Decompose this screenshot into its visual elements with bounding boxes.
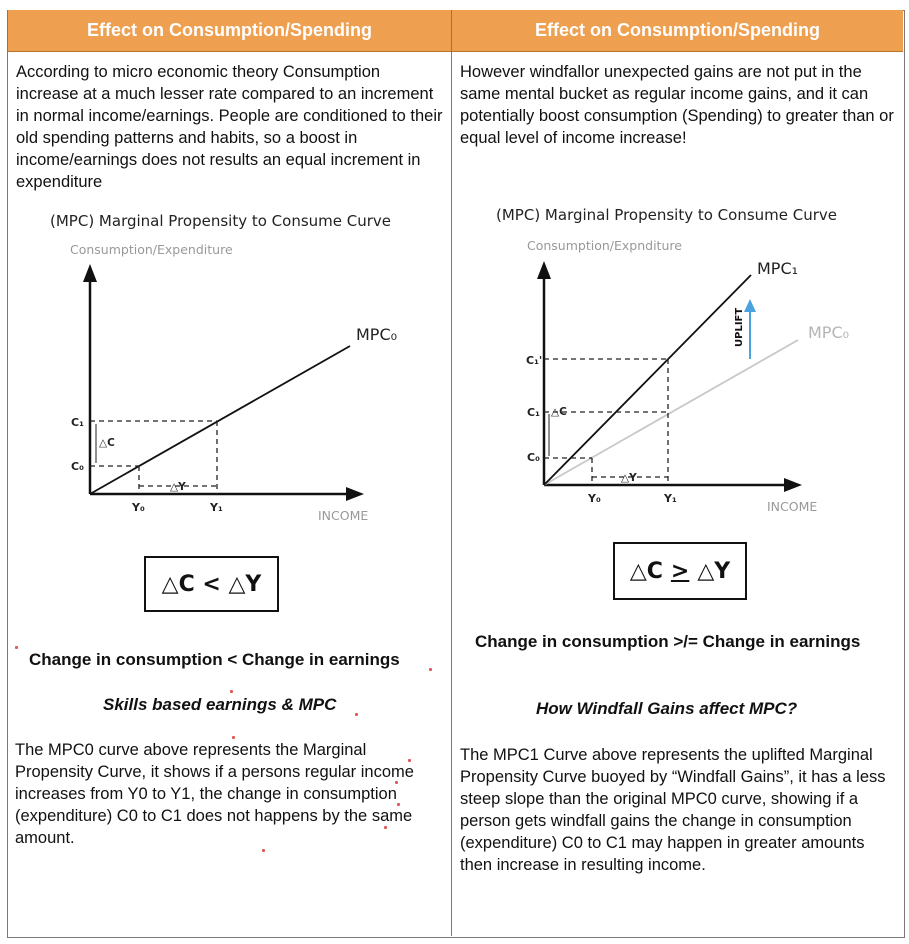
annotation-mark xyxy=(15,646,18,649)
annotation-mark xyxy=(230,690,233,693)
y1-tick: Y₁ xyxy=(664,492,677,505)
formula-ge: > xyxy=(670,558,690,584)
uplift-label: UPLIFT xyxy=(734,307,745,347)
mpc1-curve xyxy=(544,275,751,485)
annotation-mark xyxy=(232,736,235,739)
y-axis-arrow xyxy=(83,264,97,282)
right-subheading: How Windfall Gains affect MPC? xyxy=(536,699,798,718)
y-axis-label: Consumption/Expenditure xyxy=(70,242,233,257)
delta-y-label: △Y xyxy=(621,472,637,484)
delta-y-label: △Y xyxy=(170,481,186,493)
chart-title: (MPC) Marginal Propensity to Consume Curve xyxy=(496,206,838,224)
annotation-mark xyxy=(384,826,387,829)
left-formula-box: △C < △Y xyxy=(144,556,279,612)
left-subheading: Skills based earnings & MPC xyxy=(103,695,337,714)
annotation-mark xyxy=(408,759,411,762)
right-intro: However windfallor unexpected gains are not put in the same mental bucket as regular income gains, and it can potentially boost consumption (Spending) to greater than or equal level of income increase! xyxy=(460,63,894,147)
annotation-mark xyxy=(395,781,398,784)
right-summary: Change in consumption >/= Change in earnings xyxy=(475,632,861,651)
y0-tick: Y₀ xyxy=(588,492,601,505)
y-axis-arrow xyxy=(537,261,551,279)
annotation-mark xyxy=(355,713,358,716)
column-divider xyxy=(451,10,452,936)
y0-tick: Y₀ xyxy=(132,501,145,514)
right-mpc-chart xyxy=(458,195,898,525)
c1-tick: C₁ xyxy=(527,406,540,419)
left-summary: Change in consumption < Change in earnings xyxy=(29,650,400,669)
x-axis-arrow xyxy=(784,478,802,492)
left-body: The MPC0 curve above represents the Marginal Propensity Curve, it shows if a persons regular income increases from Y0 to Y1, the change in consumption (expenditure) C0 to C1 does not happens by the same amount. xyxy=(15,741,414,847)
c0-tick: C₀ xyxy=(71,460,84,473)
right-body: The MPC1 Curve above represents the uplifted Marginal Propensity Curve buoyed by “Windfall Gains”, it has a less steep slope than the original MPC0 curve, showing if a person gets windfall gains the change in consumption (expenditure) C0 to C1 may happen in greater amounts then increase in resulting income. xyxy=(460,746,886,874)
x-axis-label: INCOME xyxy=(318,508,369,523)
c0-tick: C₀ xyxy=(527,451,540,464)
right-header: Effect on Consumption/Spending xyxy=(452,10,903,52)
formula-delta-c: △C xyxy=(629,558,663,584)
annotation-mark xyxy=(429,668,432,671)
x-axis-arrow xyxy=(346,487,364,501)
uplift-arrowhead xyxy=(744,299,756,312)
delta-c-label: △C xyxy=(551,406,567,418)
c1prime-tick: C₁' xyxy=(526,354,543,367)
annotation-mark xyxy=(262,849,265,852)
chart-title: (MPC) Marginal Propensity to Consume Curve xyxy=(50,212,392,230)
left-header: Effect on Consumption/Spending xyxy=(8,10,451,52)
mpc0-label: MPC₀ xyxy=(808,323,850,342)
left-intro: According to micro economic theory Consumption increase at a much lesser rate compared to an increment in normal income/earnings. People are conditioned to their old spending patterns and habits, so a boost in income/earnings does not results an equal increment in expenditure xyxy=(16,63,443,191)
mpc0-curve xyxy=(90,346,350,494)
left-mpc-chart xyxy=(10,200,440,540)
mpc1-label: MPC₁ xyxy=(757,259,799,278)
annotation-mark xyxy=(397,803,400,806)
y1-tick: Y₁ xyxy=(210,501,223,514)
formula-delta-y: △Y xyxy=(697,558,731,584)
c1-tick: C₁ xyxy=(71,416,84,429)
right-formula-box xyxy=(613,542,747,600)
y-axis-label: Consumption/Expnditure xyxy=(527,238,682,253)
mpc0-label: MPC₀ xyxy=(356,325,398,344)
x-axis-label: INCOME xyxy=(767,499,818,514)
delta-c-label: △C xyxy=(99,437,115,449)
